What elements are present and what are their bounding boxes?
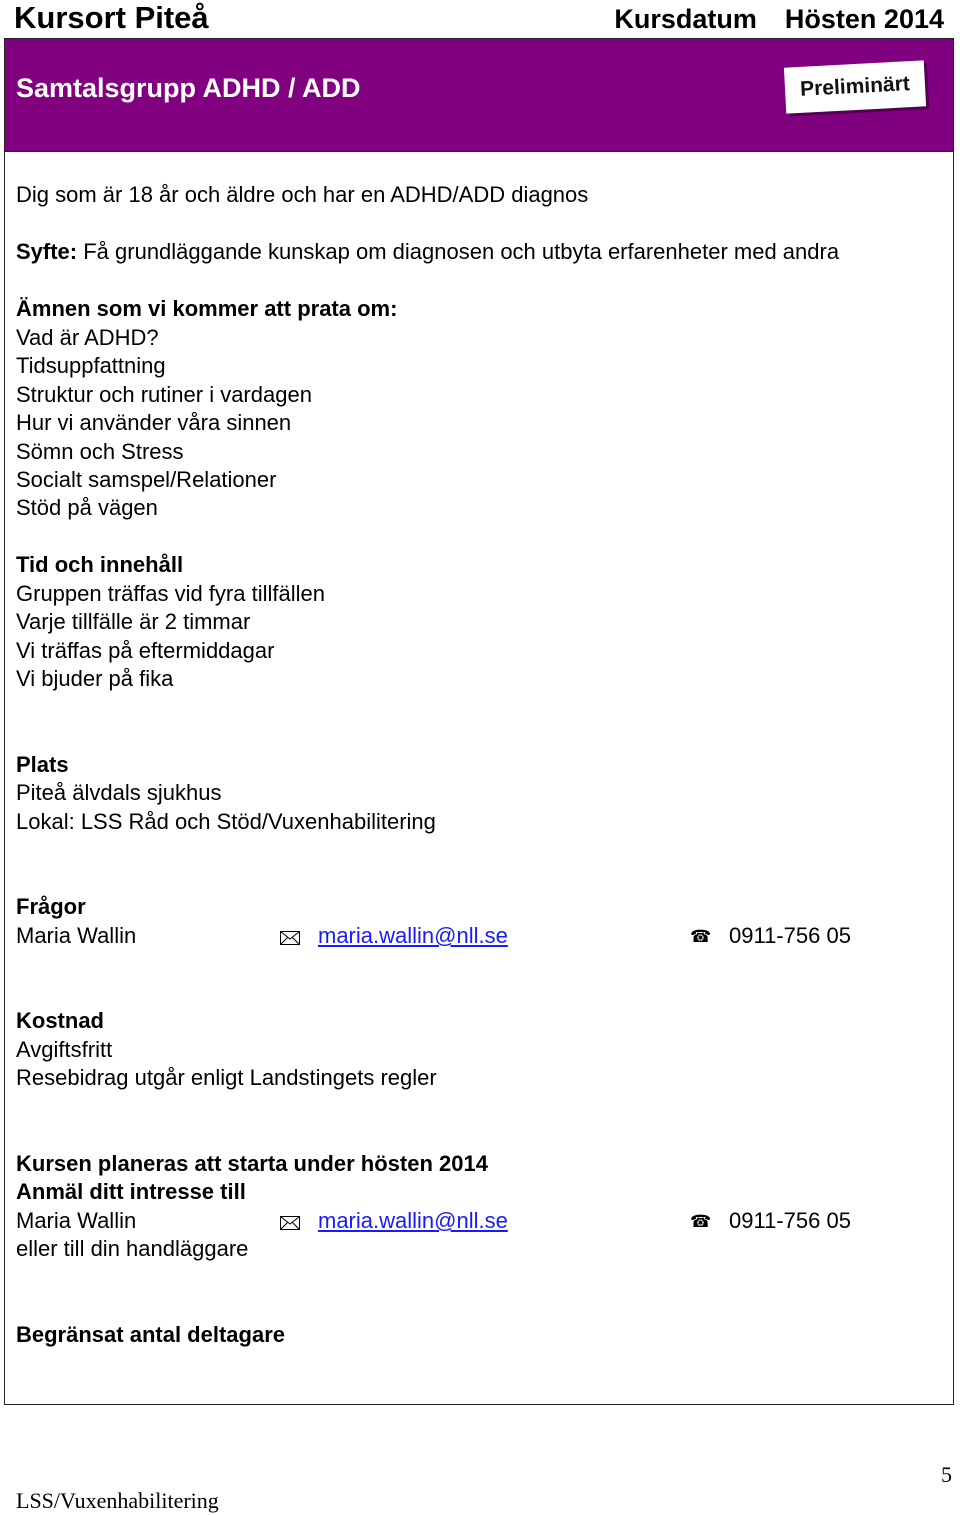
questions-heading: Frågor [16, 894, 86, 919]
topic-item: Hur vi använder våra sinnen [16, 410, 292, 435]
time-item: Vi bjuder på fika [16, 666, 174, 691]
contact-phone: 0911-756 05 [729, 923, 851, 948]
envelope-icon [280, 931, 300, 945]
phone-icon: ☎ [690, 1212, 712, 1231]
course-location: Kursort Piteå [14, 0, 209, 35]
course-date-value: Hösten 2014 [784, 4, 944, 34]
signup-heading: Anmäl ditt intresse till [16, 1179, 246, 1204]
time-heading: Tid och innehåll [16, 552, 184, 577]
purpose-line [16, 238, 839, 266]
cost-heading: Kostnad [16, 1008, 104, 1033]
time-item: Vi träffas på eftermiddagar [16, 638, 275, 663]
contact-name: Maria Wallin [16, 923, 137, 948]
signup-phone: 0911-756 05 [729, 1208, 851, 1233]
time-item: Varje tillfälle är 2 timmar [16, 609, 251, 634]
course-title: Samtalsgrupp ADHD / ADD [16, 73, 361, 103]
topic-item: Vad är ADHD? [16, 325, 159, 350]
preliminary-stamp: Preliminärt [784, 60, 926, 113]
topic-item: Tidsuppfattning [16, 353, 166, 378]
title-banner [5, 39, 953, 152]
topic-item: Sömn och Stress [16, 439, 184, 464]
topics-heading: Ämnen som vi kommer att prata om: [16, 296, 398, 321]
topic-item: Socialt samspel/Relationer [16, 467, 277, 492]
topic-item: Stöd på vägen [16, 495, 158, 520]
start-heading: Kursen planeras att starta under hösten 2014 [16, 1151, 488, 1176]
signup-email-link[interactable]: maria.wallin@nll.se [318, 1208, 508, 1233]
signup-name: Maria Wallin [16, 1208, 137, 1233]
cost-item: Avgiftsfritt [16, 1037, 113, 1062]
cost-item: Resebidrag utgår enligt Landstingets regler [16, 1065, 437, 1090]
signup-alternative: eller till din handläggare [16, 1236, 249, 1261]
page-header [14, 0, 944, 38]
place-item: Piteå älvdals sjukhus [16, 780, 222, 805]
course-date-label: Kursdatum [614, 4, 757, 34]
page-number: 5 [941, 1462, 952, 1487]
purpose-text: Få grundläggande kunskap om diagnosen och utbyta erfarenheter med andra [77, 239, 840, 264]
place-heading: Plats [16, 752, 69, 777]
place-item: Lokal: LSS Råd och Stöd/Vuxenhabilitering [16, 809, 436, 834]
course-date [614, 4, 944, 35]
participant-limit: Begränsat antal deltagare [16, 1322, 285, 1347]
contact-email-link[interactable]: maria.wallin@nll.se [318, 923, 508, 948]
time-item: Gruppen träffas vid fyra tillfällen [16, 581, 325, 606]
phone-icon: ☎ [690, 927, 712, 946]
intro-text: Dig som är 18 år och äldre och har en ADHD/ADD diagnos [16, 182, 589, 207]
purpose-label: Syfte: [16, 239, 78, 264]
envelope-icon [280, 1216, 300, 1230]
topic-item: Struktur och rutiner i vardagen [16, 382, 312, 407]
footer-organization: LSS/Vuxenhabilitering [16, 1488, 219, 1513]
